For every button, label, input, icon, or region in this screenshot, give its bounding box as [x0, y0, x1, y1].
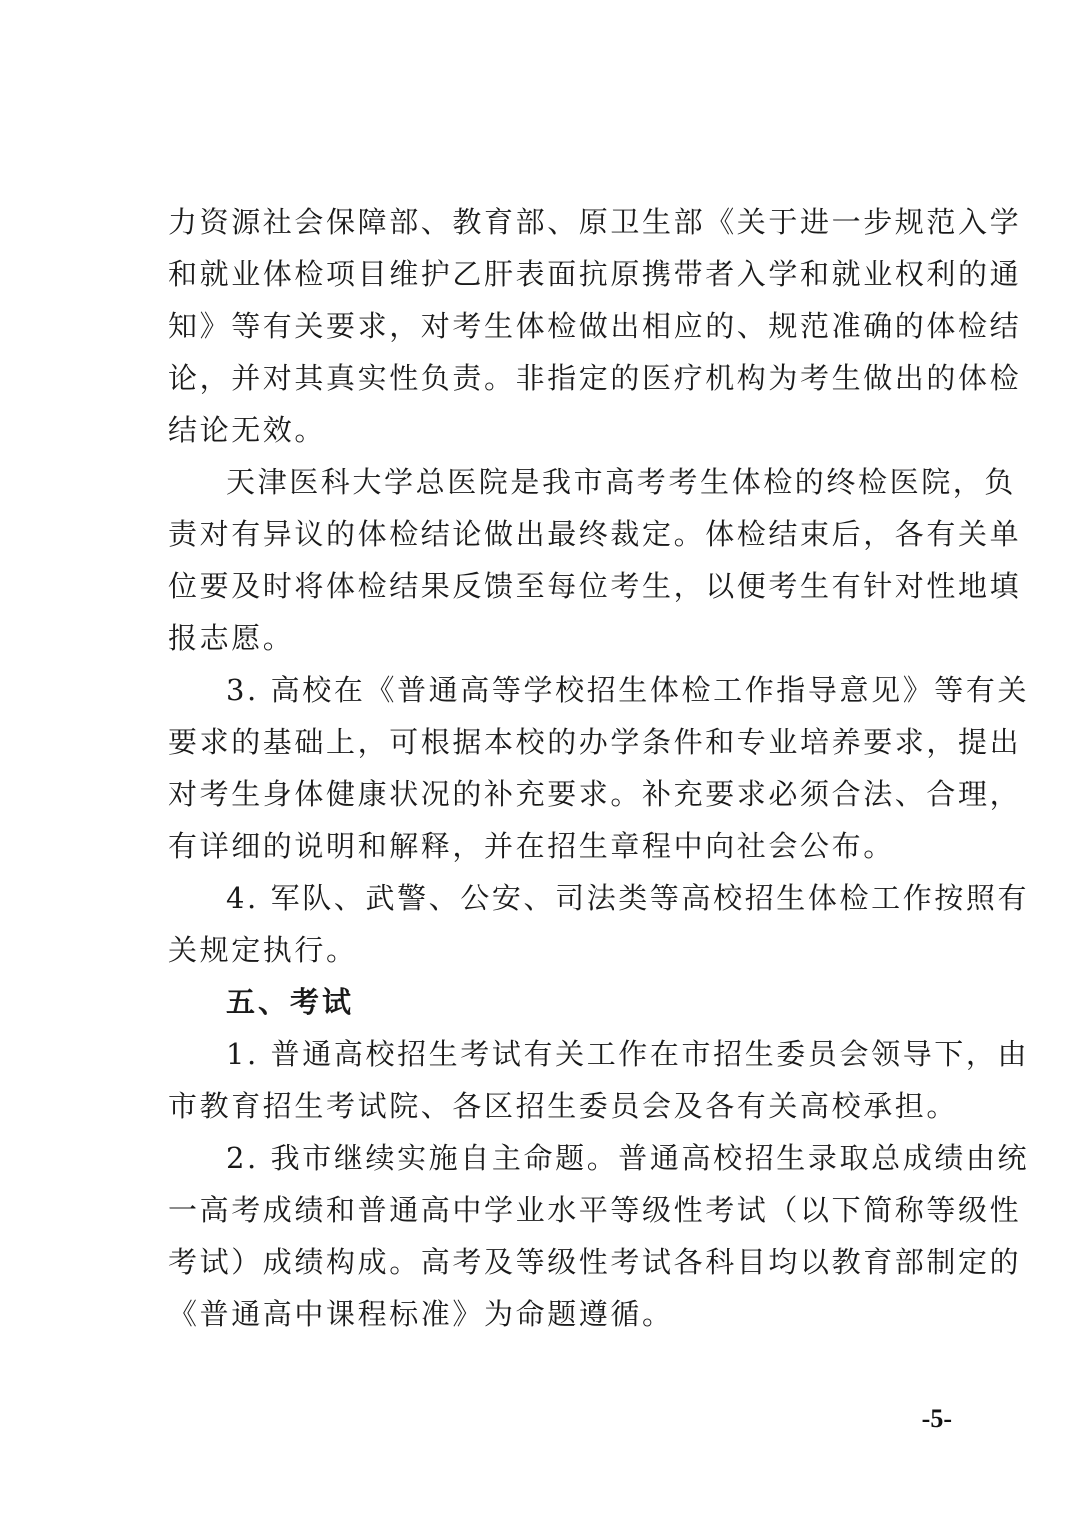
text-line: 有详细的说明和解释，并在招生章程中向社会公布。 — [168, 829, 895, 863]
text-line: 一高考成绩和普通高中学业水平等级性考试（以下简称等级性 — [168, 1193, 1022, 1227]
text-line: 4. 军队、武警、公安、司法类等高校招生体检工作按照有 — [226, 881, 1030, 915]
text-line: 1. 普通高校招生考试有关工作在市招生委员会领导下，由 — [226, 1037, 1030, 1071]
text-line: 位要及时将体检结果反馈至每位考生，以便考生有针对性地填 — [168, 569, 1022, 603]
text-line: 要求的基础上，可根据本校的办学条件和专业培养要求，提出 — [168, 725, 1022, 759]
text-line: 和就业体检项目维护乙肝表面抗原携带者入学和就业权利的通 — [168, 257, 1022, 291]
text-line: 市教育招生考试院、各区招生委员会及各有关高校承担。 — [168, 1089, 959, 1123]
page-number: -5- — [921, 1404, 952, 1433]
text-line: 报志愿。 — [168, 621, 295, 655]
text-line: 力资源社会保障部、教育部、原卫生部《关于进一步规范入学 — [168, 205, 1022, 239]
text-line: 论，并对其真实性负责。非指定的医疗机构为考生做出的体检 — [168, 361, 1022, 395]
text-line: 结论无效。 — [168, 413, 327, 447]
text-line: 考试）成绩构成。高考及等级性考试各科目均以教育部制定的 — [168, 1245, 1022, 1279]
text-line: 对考生身体健康状况的补充要求。补充要求必须合法、合理， — [168, 777, 1022, 811]
text-line: 天津医科大学总医院是我市高考考生体检的终检医院，负 — [226, 465, 1017, 499]
text-line: 《普通高中课程标准》为命题遵循。 — [168, 1297, 674, 1331]
section-heading: 五、考试 — [226, 985, 355, 1019]
body-text — [168, 196, 1030, 1340]
text-line: 知》等有关要求，对考生体检做出相应的、规范准确的体检结 — [168, 309, 1022, 343]
text-line: 关规定执行。 — [168, 933, 358, 967]
text-line: 责对有异议的体检结论做出最终裁定。体检结束后，各有关单 — [168, 517, 1022, 551]
text-line: 2. 我市继续实施自主命题。普通高校招生录取总成绩由统 — [226, 1141, 1030, 1175]
text-line: 3. 高校在《普通高等学校招生体检工作指导意见》等有关 — [226, 673, 1030, 707]
